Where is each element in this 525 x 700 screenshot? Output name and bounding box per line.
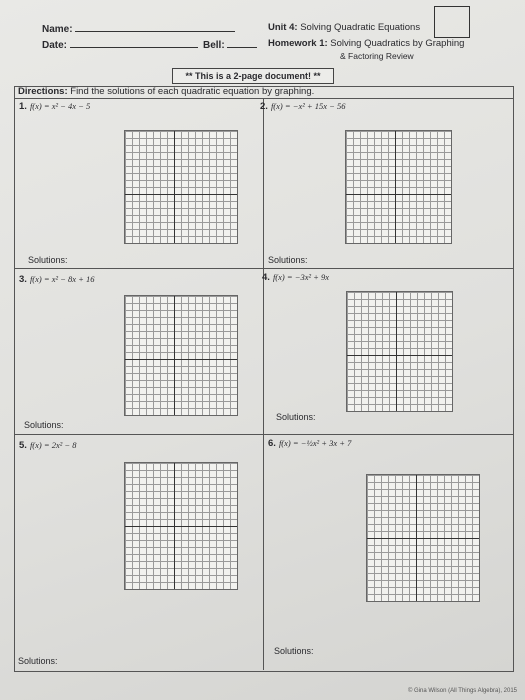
problem-2-equation: 2. f(x) = −x² + 15x − 56 xyxy=(260,101,346,112)
name-blank xyxy=(75,31,235,32)
graph-grid-3[interactable] xyxy=(124,295,238,416)
homework-label: Homework 1: xyxy=(268,38,328,49)
date-blank xyxy=(70,47,198,48)
solutions-label-3: Solutions: xyxy=(24,420,64,430)
graph-grid-6[interactable] xyxy=(366,474,480,602)
unit-title: Solving Quadratic Equations xyxy=(300,22,421,33)
x-axis xyxy=(346,194,451,195)
directions xyxy=(14,86,516,98)
x-axis xyxy=(125,526,237,527)
graph-grid-2[interactable] xyxy=(345,130,452,244)
y-axis xyxy=(396,292,397,411)
graph-grid-4[interactable] xyxy=(346,291,453,412)
bell-blank xyxy=(227,47,257,48)
problem-5-equation: 5. f(x) = 2x² − 8 xyxy=(19,440,77,451)
solutions-label-6: Solutions: xyxy=(274,646,314,656)
two-page-notice: ** This is a 2-page document! ** xyxy=(172,68,334,84)
problem-1-equation: 1. f(x) = x² − 4x − 5 xyxy=(19,101,91,112)
solutions-label-2: Solutions: xyxy=(268,255,308,265)
copyright-footer: © Gina Wilson (All Things Algebra), 2015 xyxy=(407,688,517,694)
score-box xyxy=(434,6,470,38)
y-axis xyxy=(174,296,175,415)
graph-grid-1[interactable] xyxy=(124,130,238,244)
column-divider xyxy=(263,98,264,670)
x-axis xyxy=(367,538,479,539)
x-axis xyxy=(347,355,452,356)
solutions-label-5: Solutions: xyxy=(18,656,58,666)
unit-label: Unit 4: xyxy=(268,22,298,33)
name-field xyxy=(42,24,235,35)
homework-title: Solving Quadratics by Graphing xyxy=(330,38,465,49)
directions-text: Find the solutions of each quadratic equation by graphing. xyxy=(70,86,315,97)
problem-6-equation: 6. f(x) = −½x² + 3x + 7 xyxy=(268,438,352,449)
date-label: Date: xyxy=(42,40,68,51)
graph-grid-5[interactable] xyxy=(124,462,238,590)
solutions-label-1: Solutions: xyxy=(28,255,68,265)
name-label: Name: xyxy=(42,24,73,35)
y-axis xyxy=(395,131,396,243)
date-field xyxy=(42,40,198,51)
directions-label: Directions: xyxy=(18,86,68,97)
bell-field xyxy=(203,40,257,51)
solutions-label-4: Solutions: xyxy=(276,412,316,422)
x-axis xyxy=(125,194,237,195)
problem-3-equation: 3. f(x) = x² − 8x + 16 xyxy=(19,274,95,285)
homework-title-line2: & Factoring Review xyxy=(340,51,414,61)
bell-label: Bell: xyxy=(203,40,225,51)
x-axis xyxy=(125,359,237,360)
y-axis xyxy=(174,131,175,243)
problem-4-equation: 4. f(x) = −3x² + 9x xyxy=(262,272,330,283)
